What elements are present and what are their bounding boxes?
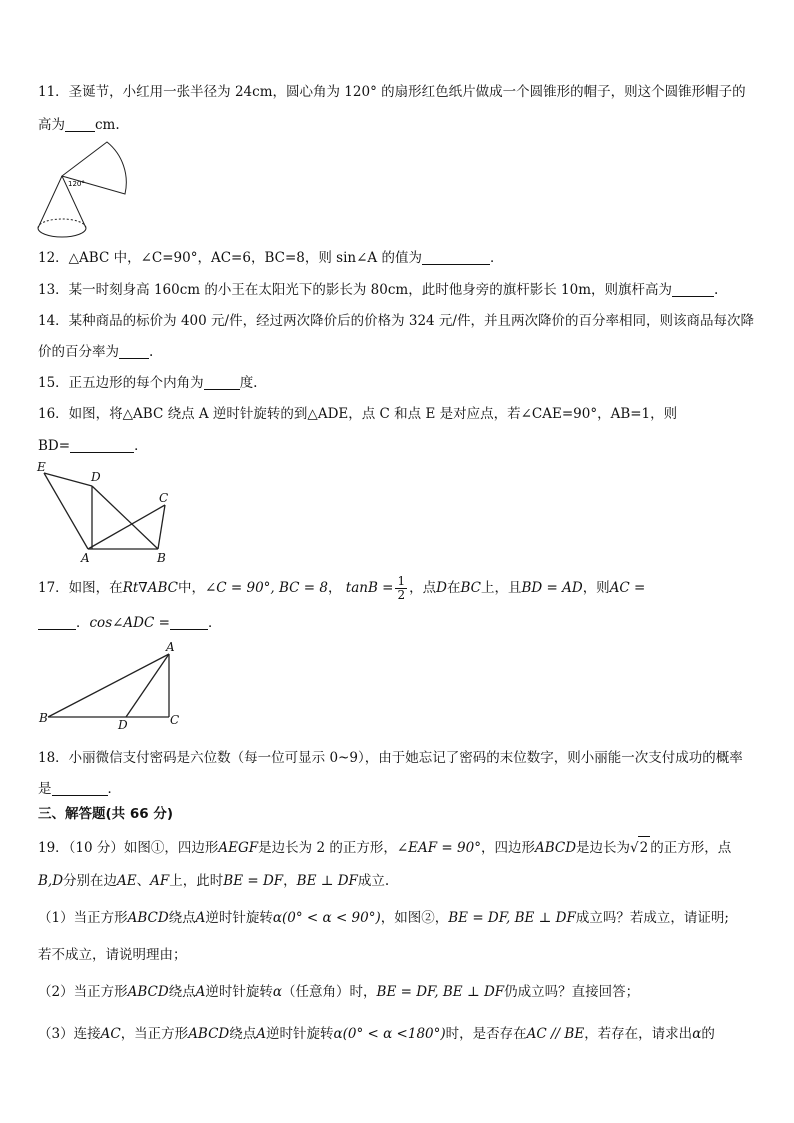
q19-eaf: ∠EAF = 90° xyxy=(396,840,481,856)
q17-ac: AC = xyxy=(609,580,646,596)
q14-line2-post: . xyxy=(149,344,154,360)
q11-line1: 11．圣诞节，小红用一张半径为 24cm，圆心角为 120° 的扇形红色纸片做成一个圆锥形的帽子，则这个圆锥形帽子的 xyxy=(38,84,746,100)
q19-p2d: （任意角）时， xyxy=(282,984,377,1000)
q17-p3: ， xyxy=(327,580,342,596)
q19-p3-alpha2: α xyxy=(692,1026,702,1042)
q11-answer-blank[interactable] xyxy=(65,117,95,132)
q19-l1a: 19．（10 分）如图①，四边形 xyxy=(38,840,219,856)
q17-p2: 中， xyxy=(177,580,205,596)
q19-p3d: 逆时针旋转 xyxy=(266,1026,334,1042)
q19-line2 xyxy=(38,872,389,890)
q12-post: ． xyxy=(489,250,504,266)
q19-p2c: 逆时针旋转 xyxy=(205,984,273,1000)
q19-p2e: 仍成立吗？直接回答； xyxy=(504,984,640,1000)
q19-p3-a: A xyxy=(256,1026,267,1042)
q19-p3-alpha: α(0° < α <180°) xyxy=(333,1026,446,1042)
q19-l1c: ，四边形 xyxy=(480,840,535,856)
q19-l1d: 是边长为 xyxy=(576,840,631,856)
q19-part1-line1 xyxy=(38,909,729,927)
q19-l1e: 的正方形，点 xyxy=(650,840,732,856)
q17-line2-mid: ． xyxy=(76,615,90,631)
q17-d: D xyxy=(436,580,447,596)
q17-line2 xyxy=(38,614,221,632)
q17-frac-den: 2 xyxy=(397,588,406,602)
section-3-heading: 三、解答题(共 66 分) xyxy=(38,806,174,822)
q13-answer-blank[interactable] xyxy=(672,282,714,297)
q17-ac-blank[interactable] xyxy=(38,615,76,630)
q17-p6: 上，且 xyxy=(480,580,522,596)
q13-line xyxy=(38,281,718,299)
q19-l2-eq: BE = DF xyxy=(223,873,284,889)
q19-l2-af: AF xyxy=(150,873,170,889)
q15-line xyxy=(38,374,257,392)
q19-p2b: 绕点 xyxy=(168,984,196,1000)
q11-line2 xyxy=(38,116,120,134)
q19-p1c: 逆时针旋转 xyxy=(205,910,273,926)
q19-p3a: （3）连接 xyxy=(38,1026,101,1042)
q19-l2-ae: AE xyxy=(117,873,137,889)
q19-p2-abcd: ABCD xyxy=(127,984,169,1000)
q19-part2 xyxy=(38,983,639,1001)
q17-label-a: A xyxy=(166,640,175,654)
q19-l2e: 成立. xyxy=(357,873,390,889)
q17-p5: 在 xyxy=(446,580,461,596)
q19-l2d: ， xyxy=(283,873,297,889)
q16-label-b: B xyxy=(157,551,166,565)
q17-line1 xyxy=(38,575,645,602)
q19-p2-a: A xyxy=(195,984,206,1000)
q19-l2c: 上，此时 xyxy=(169,873,224,889)
cone-figure xyxy=(36,140,128,246)
q19-p3e: 时，是否存在 xyxy=(445,1026,527,1042)
q19-sqrt-symbol: √ xyxy=(630,840,639,856)
q19-p3g: 的 xyxy=(701,1026,715,1042)
q14-answer-blank[interactable] xyxy=(119,344,149,359)
q11-line2-pre: 高为 xyxy=(38,117,65,133)
q16-line2-pre: BD= xyxy=(38,438,71,454)
q19-part1-line2: 若不成立，请说明理由； xyxy=(38,947,187,963)
q19-p1-alpha: α(0° < α < 90°) xyxy=(272,910,381,926)
q16-line2-post: ． xyxy=(134,438,148,454)
q16-label-c: C xyxy=(159,491,169,505)
q19-part3 xyxy=(38,1025,715,1043)
q19-p1-abcd: ABCD xyxy=(127,910,169,926)
q13-post: . xyxy=(714,282,719,298)
q17-cos-blank[interactable] xyxy=(170,615,208,630)
q19-p3-ac: AC xyxy=(100,1026,121,1042)
q12-line xyxy=(38,249,503,267)
rotation-triangle-figure xyxy=(34,458,174,566)
q19-sqrt xyxy=(630,840,650,856)
q17-p4: ，点 xyxy=(409,580,437,596)
q11-angle-label: 120° xyxy=(68,180,85,188)
q17-label-b: B xyxy=(39,711,48,725)
q19-p3-par: AC // BE xyxy=(526,1026,585,1042)
q16-line2 xyxy=(38,437,148,455)
q17-bc: BC xyxy=(460,580,481,596)
q16-answer-blank[interactable] xyxy=(70,438,134,453)
q19-p3-abcd: ABCD xyxy=(188,1026,230,1042)
q19-p1-a: A xyxy=(195,910,206,926)
q13-pre: 13．某一时刻身高 160cm 的小王在太阳光下的影长为 80cm，此时他身旁的旗杆影长 10m，则旗杆高为 xyxy=(38,282,672,298)
q19-p1e: 成立吗？若成立，请证明; xyxy=(575,910,729,926)
q12-answer-blank[interactable] xyxy=(422,250,490,265)
q14-line1: 14．某种商品的标价为 400 元/件，经过两次降价后的价格为 324 元/件，并且两次降价的百分率相同，则该商品每次降 xyxy=(38,313,754,329)
q17-cond1: ∠C = 90°, BC = 8 xyxy=(204,580,328,596)
q19-aegf: AEGF xyxy=(218,840,259,856)
q17-tan: tanB = xyxy=(345,580,394,596)
q19-p3c: 绕点 xyxy=(229,1026,257,1042)
q17-p1: 17．如图，在 xyxy=(38,580,123,596)
q17-rt: Rt∇ABC xyxy=(122,580,178,596)
q19-l1b: 是边长为 2 的正方形， xyxy=(258,840,397,856)
q19-abcd: ABCD xyxy=(534,840,577,856)
q19-p1d: ，如图②， xyxy=(380,910,449,926)
q19-p1-eq: BE = DF, BE ⊥ DF xyxy=(448,910,576,926)
q19-p1b: 绕点 xyxy=(168,910,196,926)
q18-line2-post: ． xyxy=(107,781,121,797)
q16-line1: 16．如图，将△ABC 绕点 A 逆时针旋转的到△ADE，点 C 和点 E 是对应点，若∠CAE=90°，AB=1，则 xyxy=(38,406,678,422)
q14-line2-pre: 价的百分率为 xyxy=(38,344,119,360)
q15-answer-blank[interactable] xyxy=(204,375,240,390)
q19-sqrt-value: 2 xyxy=(638,836,651,859)
q17-p7: ，则 xyxy=(582,580,610,596)
q19-l2-bd: B,D xyxy=(38,873,64,889)
q19-p1a: （1）当正方形 xyxy=(38,910,128,926)
q19-p2-eq: BE = DF, BE ⊥ DF xyxy=(376,984,505,1000)
q15-pre: 15．正五边形的每个内角为 xyxy=(38,375,204,391)
q17-cos: cos∠ADC = xyxy=(89,615,170,631)
q19-l2b: 、 xyxy=(136,873,151,889)
q17-line2-end: ． xyxy=(207,615,222,631)
q19-l2-perp: BE ⊥ DF xyxy=(296,873,358,889)
q16-label-d: D xyxy=(91,470,101,484)
q19-p2-alpha: α xyxy=(272,984,283,1000)
q17-frac-num: 1 xyxy=(397,574,406,588)
q16-label-a: A xyxy=(81,551,90,565)
right-triangle-figure xyxy=(36,638,186,730)
q18-line2-pre: 是 xyxy=(38,781,52,797)
q19-p3b: ，当正方形 xyxy=(120,1026,189,1042)
q11-line2-post: cm. xyxy=(95,117,120,133)
q18-answer-blank[interactable] xyxy=(52,781,108,796)
q17-label-c: C xyxy=(170,713,180,727)
q17-eq: BD = AD xyxy=(521,580,583,596)
q18-line2 xyxy=(38,780,121,798)
q15-post: 度. xyxy=(239,375,258,391)
q12-pre: 12．△ABC 中，∠C=90°，AC=6，BC=8，则 sin∠A 的值为 xyxy=(38,250,422,266)
q14-line2 xyxy=(38,343,153,361)
q16-label-e: E xyxy=(37,460,46,474)
q19-p2a: （2）当正方形 xyxy=(38,984,128,1000)
q19-l2a: 分别在边 xyxy=(63,873,118,889)
q18-line1: 18．小丽微信支付密码是六位数（每一位可显示 0~9），由于她忘记了密码的末位数字，则小丽能一次支付成功的概率 xyxy=(38,750,743,766)
q17-fraction xyxy=(395,575,407,602)
q17-label-d: D xyxy=(118,718,128,730)
q19-p3f: ，若存在，请求出 xyxy=(584,1026,693,1042)
q19-line1 xyxy=(38,836,731,859)
